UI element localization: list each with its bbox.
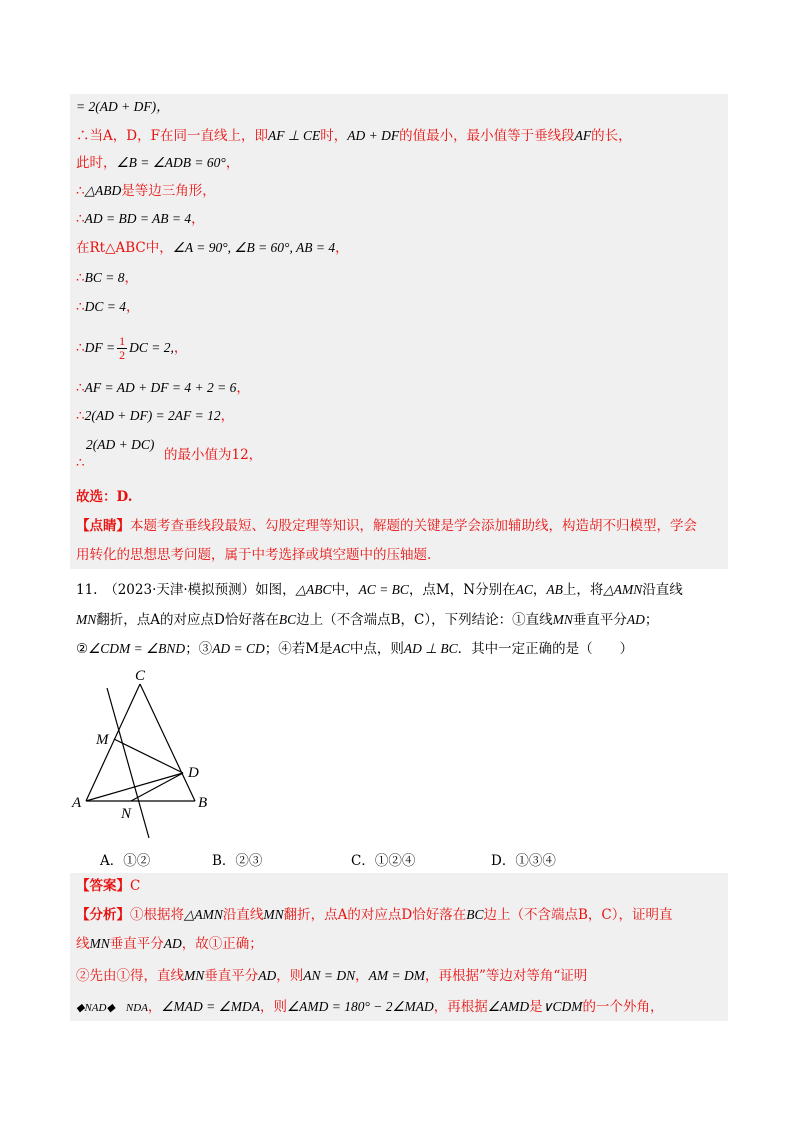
option-d[interactable]: D．①③④ (491, 853, 556, 869)
label-A: A (72, 795, 82, 811)
solution-remark-line-2: 用转化的思想思考问题，属于中考选择或填空题中的压轴题. (76, 547, 432, 563)
segment-AC (86, 684, 140, 801)
solution-line-3: 此时，∠B = ∠ADB = 60°， (76, 155, 240, 171)
option-a[interactable]: A．①② (100, 853, 151, 869)
analysis-line-3: ②先由①得，直线MN垂直平分AD，则AN = DN，AM = DM，再根据”等边对等角“证明 (76, 968, 588, 984)
solution-line-11: ∴2(AD + DF) = 2AF = 12， (76, 408, 235, 424)
label-M: M (96, 732, 109, 748)
solution-line-4: ∴△ABD是等边三角形， (76, 183, 216, 199)
question-line-2: MN翻折，点A的对应点D恰好落在BC边上（不含端点B，C），下列结论：①直线MN垂直平分AD； (76, 612, 659, 628)
solution-line-2: ∴当A，D，F在同一直线上，即AF ⊥ CE时，AD + DF的值最小，最小值等于垂线段AF的长， (76, 128, 632, 144)
solution-line-7: ∴BC = 8， (76, 270, 138, 286)
label-C: C (135, 668, 146, 684)
solution-remark-line-1: 【点睛】本题考查垂线段最短、勾股定理等知识，解题的关键是学会添加辅助线，构造胡不归模型，学会 (76, 518, 697, 534)
label-B: B (198, 795, 208, 811)
question-line-1: 11. （2023·天津·模拟预测）如图，△ABC中，AC = BC，点M，N分别在AC，AB上，将△AMN沿直线 (76, 582, 683, 598)
solution-line-1: = 2(AD + DF)， (76, 99, 170, 114)
solution-line-6: 在Rt△ABC中，∠A = 90°, ∠B = 60°, AB = 4， (76, 240, 349, 256)
fraction-one-half: $\frac{1}{2}$ (119, 334, 126, 362)
analysis-line-2: 线MN垂直平分AD，故①正确； (76, 936, 263, 952)
solution-panel: = 2(AD + DF)， ∴当A，D，F在同一直线上，即AF ⊥ CE时，AD + DF的值最小，最小值等于垂线段AF的长， 此时，∠B = ∠ADB = 60°， ∴△ABD是等边三角形， ∴AD = BD = AB = 4， 在Rt△ABC中，∠A = 90°, ∠B = 60°, AB = 4， ∴BC = 8， ∴DC = 4， ∴DF = $\frac{1}{2}$ DC = 2,， ∴AF = AD + DF = 4 + 2 = 6， ∴2(AD + DF) = 2AF = 12， 2(AD + DC) ∴ 的最小值为12， 故选：D. 【点睛】本题考查垂线段最短、勾股定理等知识，解题的关键是学会添加辅助线，构造胡不归模型，学会 用转化的思想思考问题，属于中考选择或填空题中的压轴题. (70, 94, 728, 569)
solution-line-8: ∴DC = 4， (76, 299, 140, 315)
answer-panel (70, 873, 728, 1021)
segment-ND (131, 773, 183, 801)
solution-line-9: ∴DF = $\frac{1}{2}$ DC = 2,， (76, 334, 188, 362)
option-b[interactable]: B．②③ (212, 853, 263, 869)
solution-line-10: ∴AF = AD + DF = 4 + 2 = 6， (76, 380, 250, 396)
analysis-line-1: 【分析】①根据将△AMN沿直线MN翻折，点A的对应点D恰好落在BC边上（不含端点B，C），证明直 (76, 907, 673, 923)
solution-line-5: ∴AD = BD = AB = 4， (76, 211, 205, 227)
answer-line: 【答案】C (76, 878, 141, 894)
label-N: N (121, 806, 132, 822)
analysis-line-4: ◆NAD◆ NDA，∠MAD = ∠MDA，则∠AMD = 180° − 2∠MAD，再根据∠AMD是∨CDM的一个外角， (76, 999, 664, 1015)
triangle-figure (60, 660, 230, 840)
question-line-3: ②∠CDM = ∠BND；③AD = CD；④若M是AC中点，则AD ⊥ BC．其中一定正确的是（ ） (76, 641, 634, 657)
option-c[interactable]: C．①②④ (351, 853, 416, 869)
label-D: D (188, 765, 199, 781)
segment-AD (86, 773, 183, 801)
solution-line-13: 故选：D. (76, 489, 133, 505)
segment-MD (114, 739, 183, 773)
